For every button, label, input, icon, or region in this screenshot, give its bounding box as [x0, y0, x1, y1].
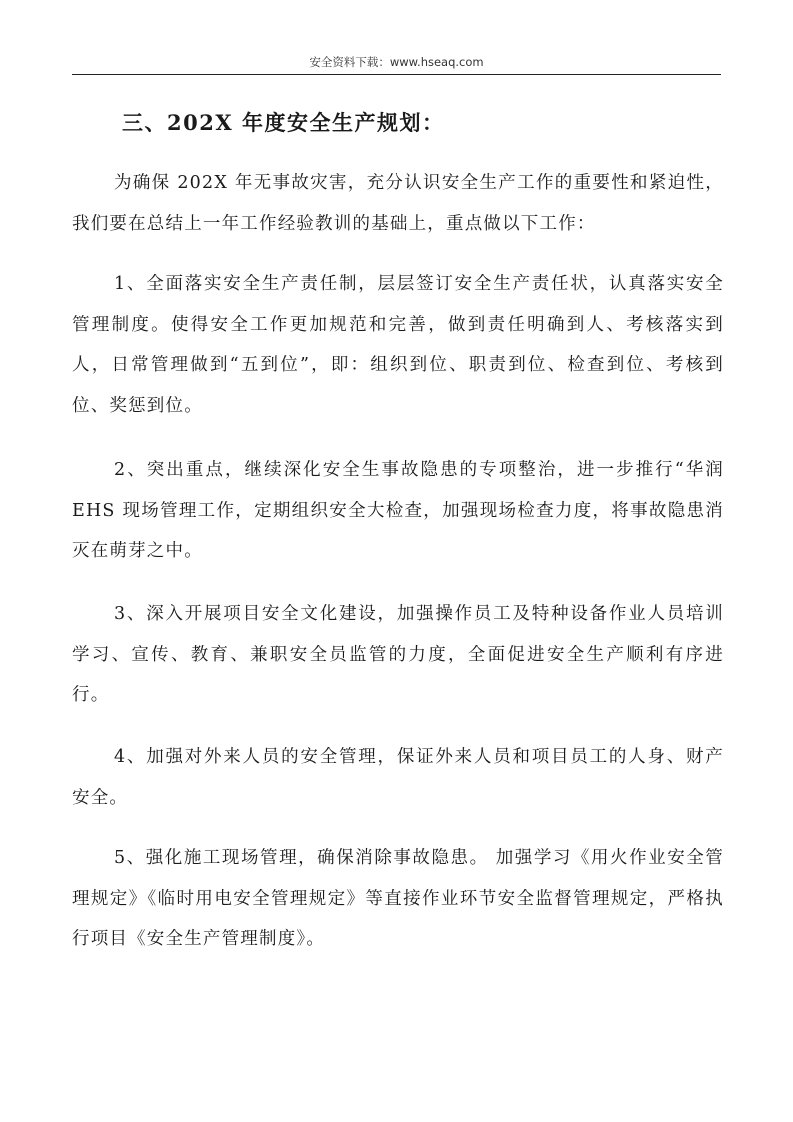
list-item: 1、全面落实安全生产责任制，层层签订安全生产责任状，认真落实安全管理制度。使得安全工作更加规范和完善，做到责任明确到人、考核落实到人，日常管理做到“五到位”，即：组织到位、职责到位、检查到位、考核到位、奖惩到位。 — [72, 274, 724, 416]
list-item: 3、深入开展项目安全文化建设，加强操作员工及特种设备作业人员培训学习、宣传、教育、兼职安全员监管的力度，全面促进安全生产顺利有序进行。 — [72, 604, 724, 705]
section-title: 三、202X 年度安全生产规划： — [122, 110, 445, 135]
intro-paragraph: 为确保 202X 年无事故灾害，充分认识安全生产工作的重要性和紧迫性，我们要在总结上一年工作经验教训的基础上，重点做以下工作： — [72, 173, 724, 234]
list-item: 4、加强对外来人员的安全管理，保证外来人员和项目员工的人身、财产安全。 — [72, 747, 724, 808]
header-divider — [72, 74, 721, 75]
page-header: 安全资料下载：www.hseaq.com — [309, 55, 484, 69]
list-item: 5、强化施工现场管理，确保消除事故隐患。 加强学习《用火作业安全管理规定》《临时用电安全管理规定》等直接作业环节安全监督管理规定，严格执行项目《安全生产管理制度》。 — [72, 848, 724, 949]
list-item: 2、突出重点，继续深化安全生事故隐患的专项整治，进一步推行“华润 EHS 现场管理工作，定期组织安全大检查，加强现场检查力度，将事故隐患消灭在萌芽之中。 — [72, 460, 724, 561]
